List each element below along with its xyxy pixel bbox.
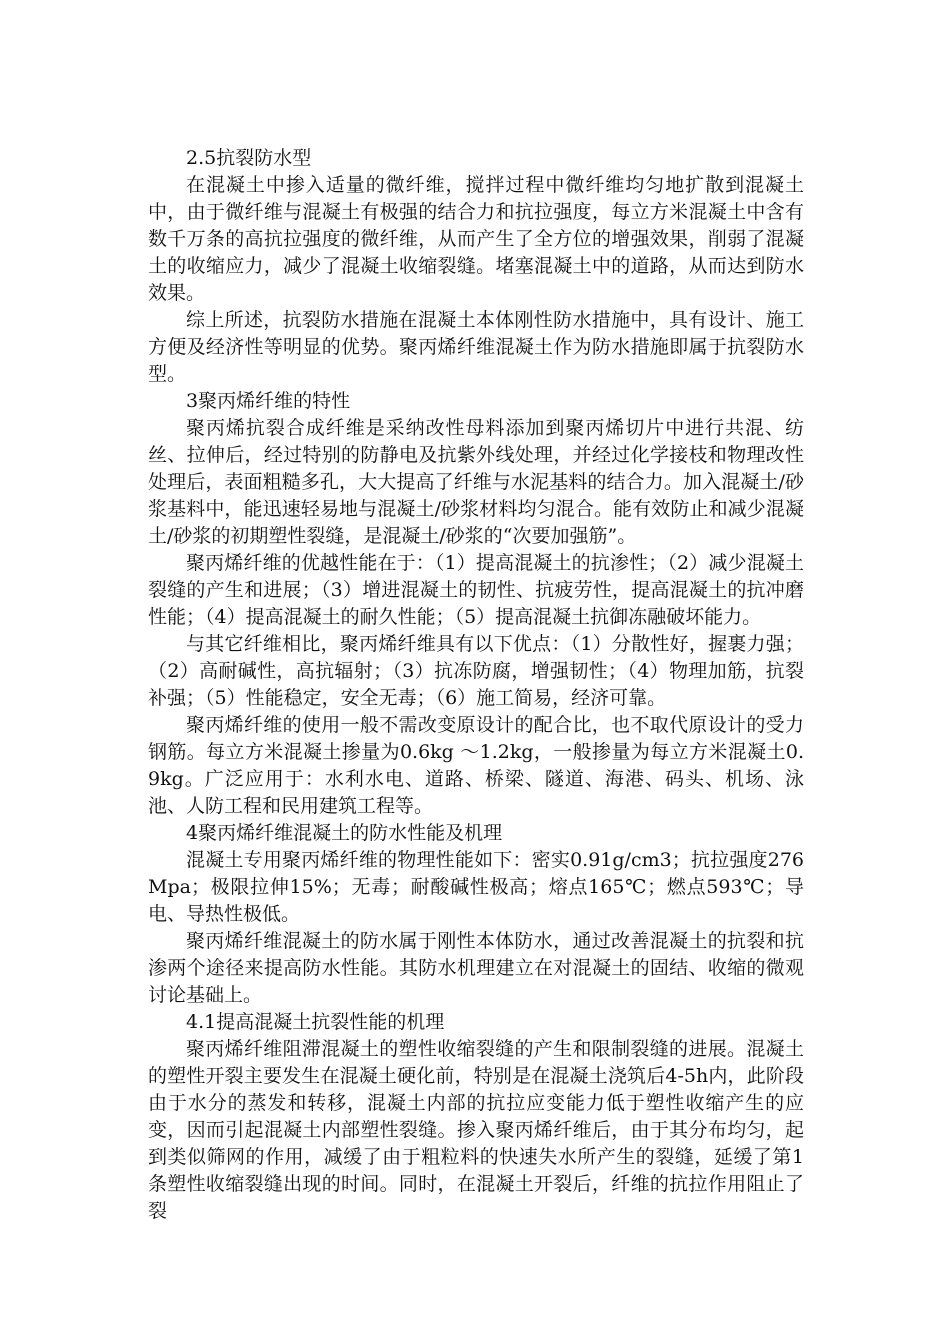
paragraph: 混凝土专用聚丙烯纤维的物理性能如下：密实0.91g/cm3；抗拉强度276Mpa；极限拉伸15%；无毒；耐酸碱性极高；熔点165℃；燃点593℃；导电、导热性极低。 xyxy=(148,849,804,925)
paragraph: 与其它纤维相比，聚丙烯纤维具有以下优点：（1）分散性好，握裹力强；（2）高耐碱性，高抗辐射；（3）抗冻防腐，增强韧性；（4）物理加筋，抗裂补强；（5）性能稳定，安全无毒；（6）施工简易，经济可靠。 xyxy=(148,633,804,709)
paragraph: 聚丙烯抗裂合成纤维是采纳改性母料添加到聚丙烯切片中进行共混、纺丝、拉伸后，经过特别的防静电及抗紫外线处理，并经过化学接枝和物理改性处理后，表面粗糙多孔，大大提高了纤维与水泥基料的结合力。加入混凝土/砂浆基料中，能迅速轻易地与混凝土/砂浆材料均匀混合。能有效防止和减少混凝土/砂浆的初期塑性裂缝，是混凝土/砂浆的“次要加强筋”。 xyxy=(148,417,804,547)
section-heading-4-1: 4.1提高混凝土抗裂性能的机理 xyxy=(186,1011,445,1033)
paragraph: 聚丙烯纤维阻滞混凝土的塑性收缩裂缝的产生和限制裂缝的进展。混凝土的塑性开裂主要发生在混凝土硬化前，特别是在混凝土浇筑后4-5h内，此阶段由于水分的蒸发和转移，混凝土内部的抗拉应变能力低于塑性收缩产生的应变，因而引起混凝土内部塑性裂缝。掺入聚丙烯纤维后，由于其分布均匀，起到类似筛网的作用，减缓了由于粗粒料的快速失水所产生的裂缝，延缓了第1条塑性收缩裂缝出现的时间。同时，在混凝土开裂后，纤维的抗拉作用阻止了裂 xyxy=(148,1038,804,1222)
paragraph: 在混凝土中掺入适量的微纤维，搅拌过程中微纤维均匀地扩散到混凝土中，由于微纤维与混凝土有极强的结合力和抗拉强度，每立方米混凝土中含有数千万条的高抗拉强度的微纤维，从而产生了全方位的增强效果，削弱了混凝土的收缩应力，减少了混凝土收缩裂缝。堵塞混凝土中的道路，从而达到防水效果。 xyxy=(148,174,804,304)
document-body xyxy=(148,145,804,1225)
paragraph: 聚丙烯纤维的使用一般不需改变原设计的配合比，也不取代原设计的受力钢筋。每立方米混凝土掺量为0.6kg ～1.2kg，一般掺量为每立方米混凝土0.9kg。广泛应用于：水利水电、道路、桥梁、隧道、海港、码头、机场、泳池、人防工程和民用建筑工程等。 xyxy=(148,714,804,817)
section-heading-4: 4聚丙烯纤维混凝土的防水性能及机理 xyxy=(186,822,503,844)
section-heading-3: 3聚丙烯纤维的特性 xyxy=(186,390,351,412)
section-heading-2-5: 2.5抗裂防水型 xyxy=(186,147,312,169)
paragraph: 聚丙烯纤维混凝土的防水属于刚性本体防水，通过改善混凝土的抗裂和抗渗两个途径来提高防水性能。其防水机理建立在对混凝土的固结、收缩的微观讨论基础上。 xyxy=(148,930,804,1006)
paragraph: 聚丙烯纤维的优越性能在于：（1）提高混凝土的抗渗性；（2）减少混凝土裂缝的产生和进展；（3）增进混凝土的韧性、抗疲劳性，提高混凝土的抗冲磨性能；（4）提高混凝土的耐久性能；（5）提高混凝土抗御冻融破坏能力。 xyxy=(148,552,804,628)
paragraph: 综上所述，抗裂防水措施在混凝土本体刚性防水措施中，具有设计、施工方便及经济性等明显的优势。聚丙烯纤维混凝土作为防水措施即属于抗裂防水型。 xyxy=(148,309,804,385)
